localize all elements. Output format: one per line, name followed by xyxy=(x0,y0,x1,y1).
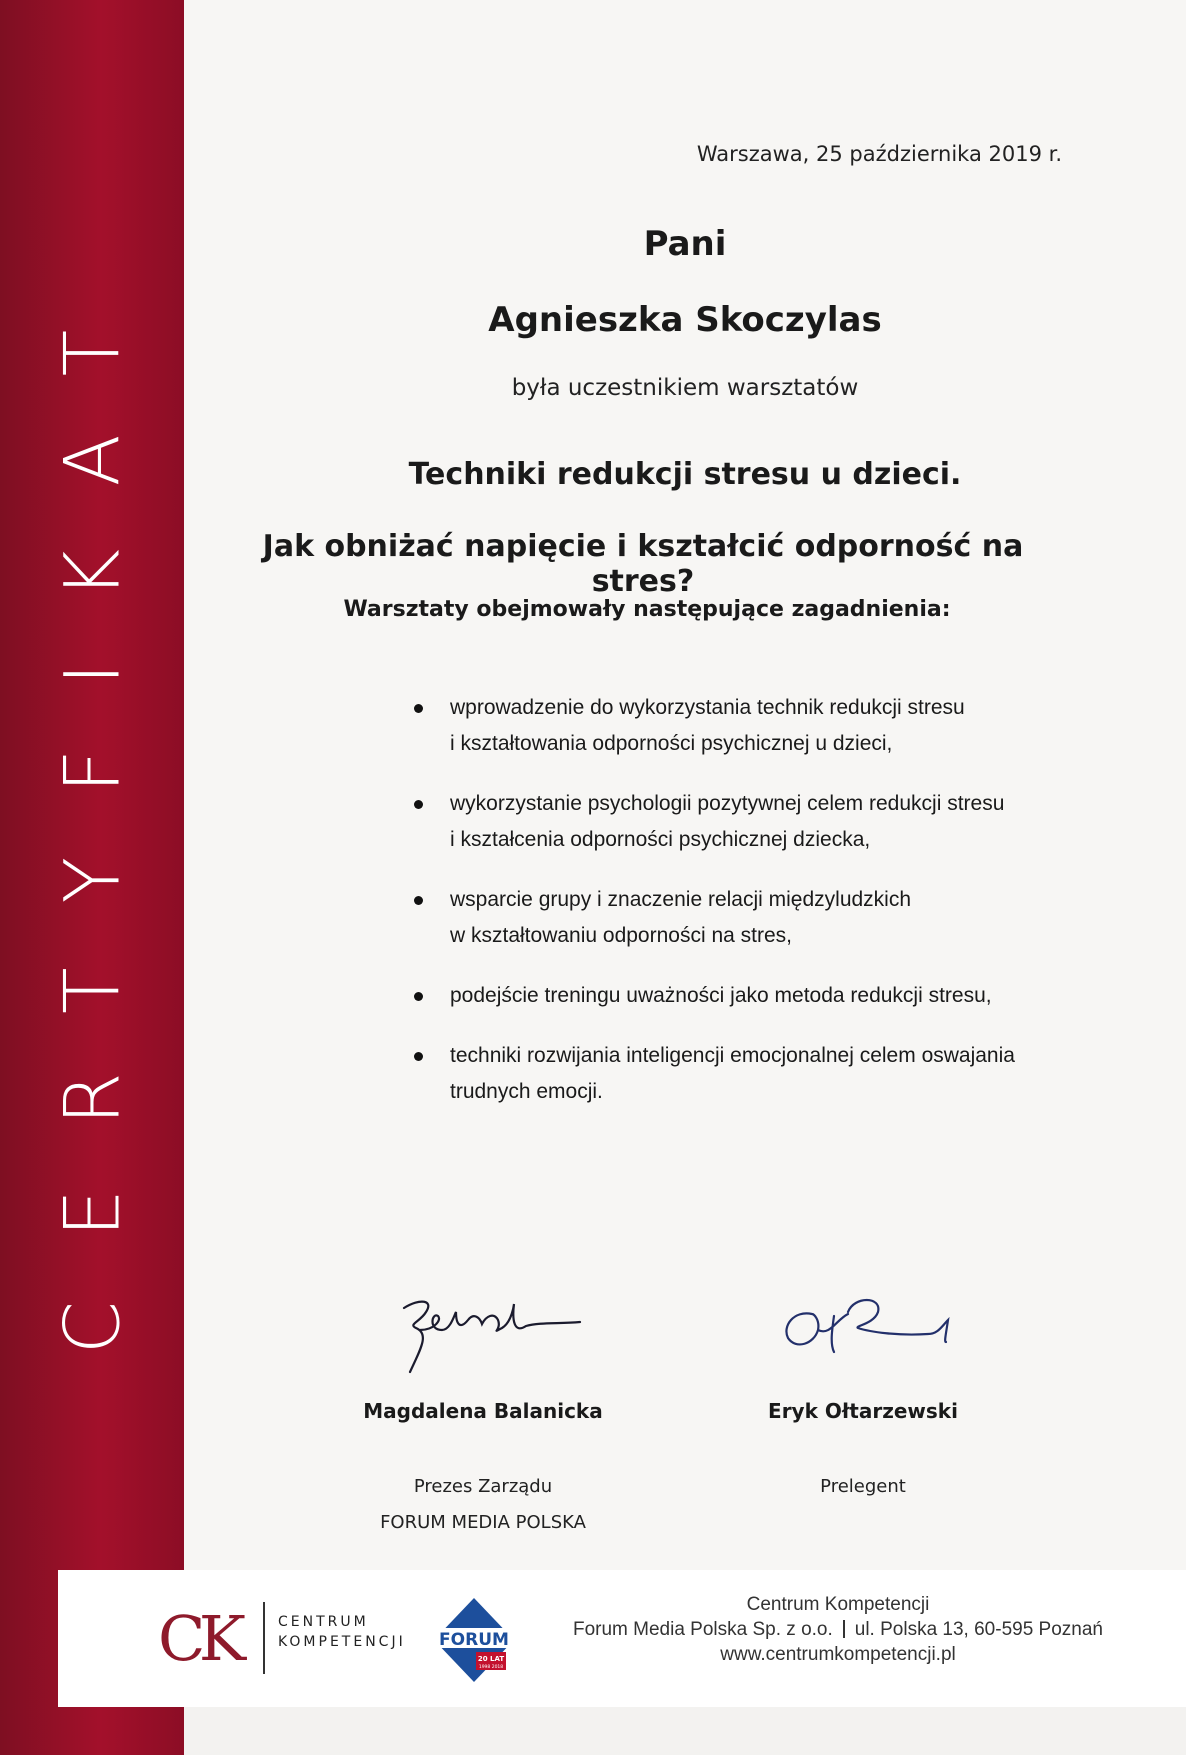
ck-line: KOMPETENCJI xyxy=(278,1634,406,1650)
topic-line: wprowadzenie do wykorzystania technik redukcji stresu xyxy=(450,696,965,719)
recipient-name: Agnieszka Skoczylas xyxy=(488,300,882,340)
forum-logo-text: FORUM xyxy=(439,1630,509,1650)
signer-role-left: Prezes Zarządu xyxy=(413,1476,553,1497)
topics-heading: Warsztaty obejmowały następujące zagadnienia: xyxy=(343,597,951,622)
signer-name-left: Magdalena Balanicka xyxy=(363,1399,603,1423)
issue-date: Warszawa, 25 października 2019 r. xyxy=(696,142,1062,166)
footer-bar xyxy=(58,1570,1186,1707)
forum-logo xyxy=(432,1596,516,1682)
topic-line: i kształtowania odporności psychicznej u dzieci, xyxy=(450,732,893,755)
signer-role-right: Prelegent xyxy=(820,1476,906,1497)
signature-right xyxy=(778,1290,968,1370)
footer-contact xyxy=(538,1592,1138,1667)
topic-line: techniki rozwijania inteligencji emocjonalnej celem oswajania xyxy=(450,1044,1015,1067)
signer-company-left: FORUM MEDIA POLSKA xyxy=(380,1512,586,1533)
svg-text:C: C xyxy=(158,1602,206,1675)
forum-badge-range: 1998 2018 xyxy=(478,1665,504,1670)
topic-line: i kształcenia odporności psychicznej dziecka, xyxy=(450,828,871,851)
list-item xyxy=(410,690,1080,762)
svg-text:K: K xyxy=(198,1602,247,1675)
footer-address-line xyxy=(538,1617,1138,1642)
signature-left xyxy=(390,1290,590,1380)
footer-separator xyxy=(843,1620,845,1638)
salutation: Pani xyxy=(643,224,727,264)
topic-line: w kształtowaniu odporności na stres, xyxy=(450,924,792,947)
topics-list xyxy=(410,690,1080,1134)
ck-line: CENTRUM xyxy=(278,1614,369,1630)
list-item xyxy=(410,786,1080,858)
footer-company: Forum Media Polska Sp. z o.o. xyxy=(572,1619,833,1640)
ck-wordmark xyxy=(278,1612,406,1652)
topic-line: trudnych emocji. xyxy=(450,1080,603,1103)
workshop-title-line1: Techniki redukcji stresu u dzieci. xyxy=(408,457,962,492)
topic-line: podejście treningu uważności jako metoda redukcji stresu, xyxy=(450,984,992,1007)
list-item xyxy=(410,1038,1080,1110)
topic-line: wsparcie grupy i znaczenie relacji międzyludzkich xyxy=(450,888,912,911)
forum-badge-years: 20 LAT xyxy=(477,1655,505,1663)
ck-logo xyxy=(158,1598,248,1678)
list-item xyxy=(410,882,1080,954)
footer-address: ul. Polska 13, 60-595 Poznań xyxy=(854,1619,1103,1640)
band-title: CERTYFIKAT xyxy=(47,265,137,1355)
list-item xyxy=(410,978,1080,1014)
participation-text: była uczestnikiem warsztatów xyxy=(511,375,859,401)
footer-org: Centrum Kompetencji xyxy=(746,1594,930,1615)
topic-line: wykorzystanie psychologii pozytywnej celem redukcji stresu xyxy=(450,792,1005,815)
ck-divider xyxy=(263,1602,265,1674)
bottom-margin xyxy=(184,1707,1186,1755)
side-band xyxy=(0,0,184,1755)
footer-website: www.centrumkompetencji.pl xyxy=(720,1644,956,1665)
signer-name-right: Eryk Ołtarzewski xyxy=(768,1399,958,1423)
workshop-title-line2: Jak obniżać napięcie i kształcić odporność na stres? xyxy=(262,529,1024,599)
